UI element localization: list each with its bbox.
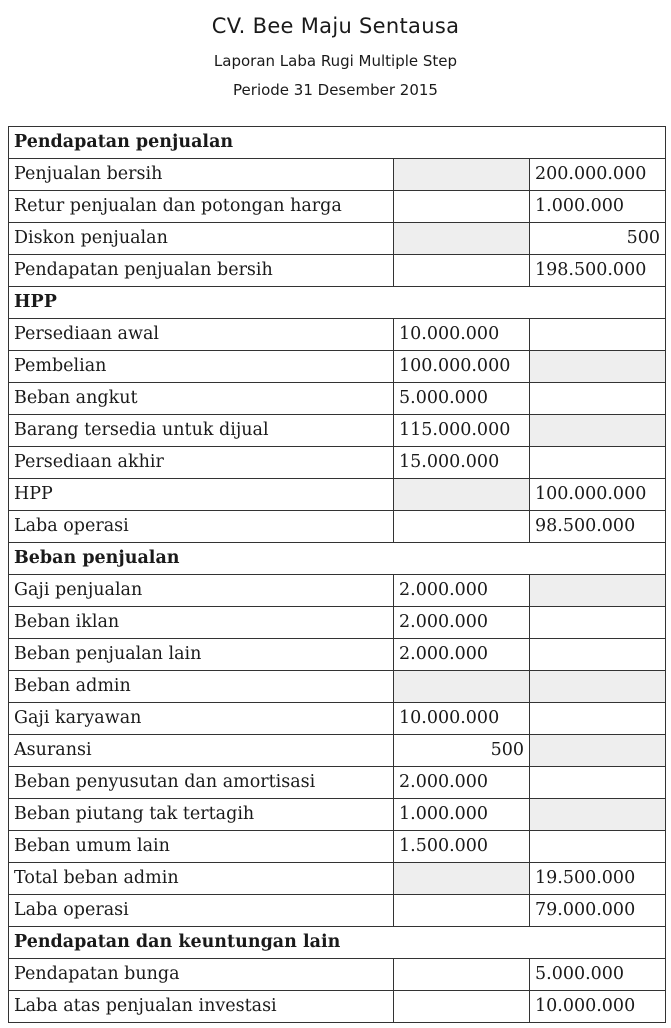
section-title: Pendapatan penjualan	[9, 127, 666, 159]
subtotal-amount-cell	[394, 479, 530, 511]
table-row	[9, 991, 666, 1023]
row-label: Beban angkut	[9, 383, 394, 415]
total-amount-cell	[530, 735, 666, 767]
row-label: Gaji karyawan	[9, 703, 394, 735]
table-row	[9, 447, 666, 479]
total-amount-cell: 10.000.000	[530, 991, 666, 1023]
total-amount-cell: 5.000.000	[530, 959, 666, 991]
total-amount-cell	[530, 415, 666, 447]
table-row	[9, 191, 666, 223]
subtotal-amount-cell: 15.000.000	[394, 447, 530, 479]
section-header-row	[9, 543, 666, 575]
subtotal-amount-cell: 2.000.000	[394, 575, 530, 607]
subtotal-amount-cell: 100.000.000	[394, 351, 530, 383]
subtotal-amount-cell	[394, 159, 530, 191]
income-statement-body	[9, 127, 666, 1023]
subtotal-amount-cell	[394, 223, 530, 255]
total-amount-cell: 200.000.000	[530, 159, 666, 191]
row-label: Beban umum lain	[9, 831, 394, 863]
table-row	[9, 735, 666, 767]
table-row	[9, 895, 666, 927]
total-amount-cell	[530, 319, 666, 351]
row-label: Laba operasi	[9, 511, 394, 543]
table-row	[9, 831, 666, 863]
table-row	[9, 607, 666, 639]
row-label: Penjualan bersih	[9, 159, 394, 191]
subtotal-amount-cell: 10.000.000	[394, 319, 530, 351]
total-amount-cell	[530, 639, 666, 671]
row-label: Beban penyusutan dan amortisasi	[9, 767, 394, 799]
row-label: Persediaan akhir	[9, 447, 394, 479]
total-amount-cell	[530, 671, 666, 703]
subtotal-amount-cell: 2.000.000	[394, 767, 530, 799]
table-row	[9, 383, 666, 415]
total-amount-cell	[530, 607, 666, 639]
subtotal-amount-cell	[394, 991, 530, 1023]
total-amount-cell	[530, 351, 666, 383]
row-label: Pendapatan bunga	[9, 959, 394, 991]
table-row	[9, 319, 666, 351]
section-title: Beban penjualan	[9, 543, 666, 575]
row-label: Laba atas penjualan investasi	[9, 991, 394, 1023]
company-name: CV. Bee Maju Sentausa	[211, 14, 460, 38]
row-label: Pembelian	[9, 351, 394, 383]
total-amount-cell	[530, 831, 666, 863]
row-label: Total beban admin	[9, 863, 394, 895]
total-amount-cell: 1.000.000	[530, 191, 666, 223]
table-row	[9, 415, 666, 447]
total-amount-cell	[530, 703, 666, 735]
total-amount-cell	[530, 447, 666, 479]
total-amount-cell	[530, 383, 666, 415]
row-label: Diskon penjualan	[9, 223, 394, 255]
total-amount-cell: 98.500.000	[530, 511, 666, 543]
report-title: Laporan Laba Rugi Multiple Step	[213, 52, 458, 70]
income-statement-table	[8, 126, 666, 1023]
section-header-row	[9, 127, 666, 159]
table-row	[9, 639, 666, 671]
subtotal-amount-cell	[394, 959, 530, 991]
total-amount-cell	[530, 575, 666, 607]
row-label: Persediaan awal	[9, 319, 394, 351]
table-row	[9, 575, 666, 607]
row-label: Beban iklan	[9, 607, 394, 639]
table-row	[9, 767, 666, 799]
table-row	[9, 223, 666, 255]
table-row	[9, 703, 666, 735]
section-title: Pendapatan dan keuntungan lain	[9, 927, 666, 959]
row-label: Beban admin	[9, 671, 394, 703]
subtotal-amount-cell: 2.000.000	[394, 639, 530, 671]
total-amount-cell	[530, 767, 666, 799]
section-title: HPP	[9, 287, 666, 319]
table-row	[9, 799, 666, 831]
report-period: Periode 31 Desember 2015	[233, 81, 438, 99]
total-amount-cell: 79.000.000	[530, 895, 666, 927]
subtotal-amount-cell: 2.000.000	[394, 607, 530, 639]
table-row	[9, 351, 666, 383]
subtotal-amount-cell: 115.000.000	[394, 415, 530, 447]
subtotal-amount-cell	[394, 255, 530, 287]
subtotal-amount-cell: 10.000.000	[394, 703, 530, 735]
row-label: HPP	[9, 479, 394, 511]
subtotal-amount-cell: 500	[394, 735, 530, 767]
row-label: Asuransi	[9, 735, 394, 767]
table-row	[9, 863, 666, 895]
table-row	[9, 959, 666, 991]
subtotal-amount-cell	[394, 511, 530, 543]
total-amount-cell	[530, 799, 666, 831]
total-amount-cell: 19.500.000	[530, 863, 666, 895]
section-header-row	[9, 287, 666, 319]
subtotal-amount-cell	[394, 671, 530, 703]
table-row	[9, 511, 666, 543]
subtotal-amount-cell	[394, 191, 530, 223]
table-row	[9, 671, 666, 703]
section-header-row	[9, 927, 666, 959]
table-row	[9, 479, 666, 511]
total-amount-cell: 198.500.000	[530, 255, 666, 287]
row-label: Barang tersedia untuk dijual	[9, 415, 394, 447]
row-label: Laba operasi	[9, 895, 394, 927]
subtotal-amount-cell: 5.000.000	[394, 383, 530, 415]
table-row	[9, 255, 666, 287]
row-label: Pendapatan penjualan bersih	[9, 255, 394, 287]
row-label: Gaji penjualan	[9, 575, 394, 607]
table-row	[9, 159, 666, 191]
total-amount-cell: 500	[530, 223, 666, 255]
subtotal-amount-cell	[394, 895, 530, 927]
row-label: Beban piutang tak tertagih	[9, 799, 394, 831]
row-label: Beban penjualan lain	[9, 639, 394, 671]
subtotal-amount-cell: 1.000.000	[394, 799, 530, 831]
row-label: Retur penjualan dan potongan harga	[9, 191, 394, 223]
total-amount-cell: 100.000.000	[530, 479, 666, 511]
subtotal-amount-cell	[394, 863, 530, 895]
subtotal-amount-cell: 1.500.000	[394, 831, 530, 863]
